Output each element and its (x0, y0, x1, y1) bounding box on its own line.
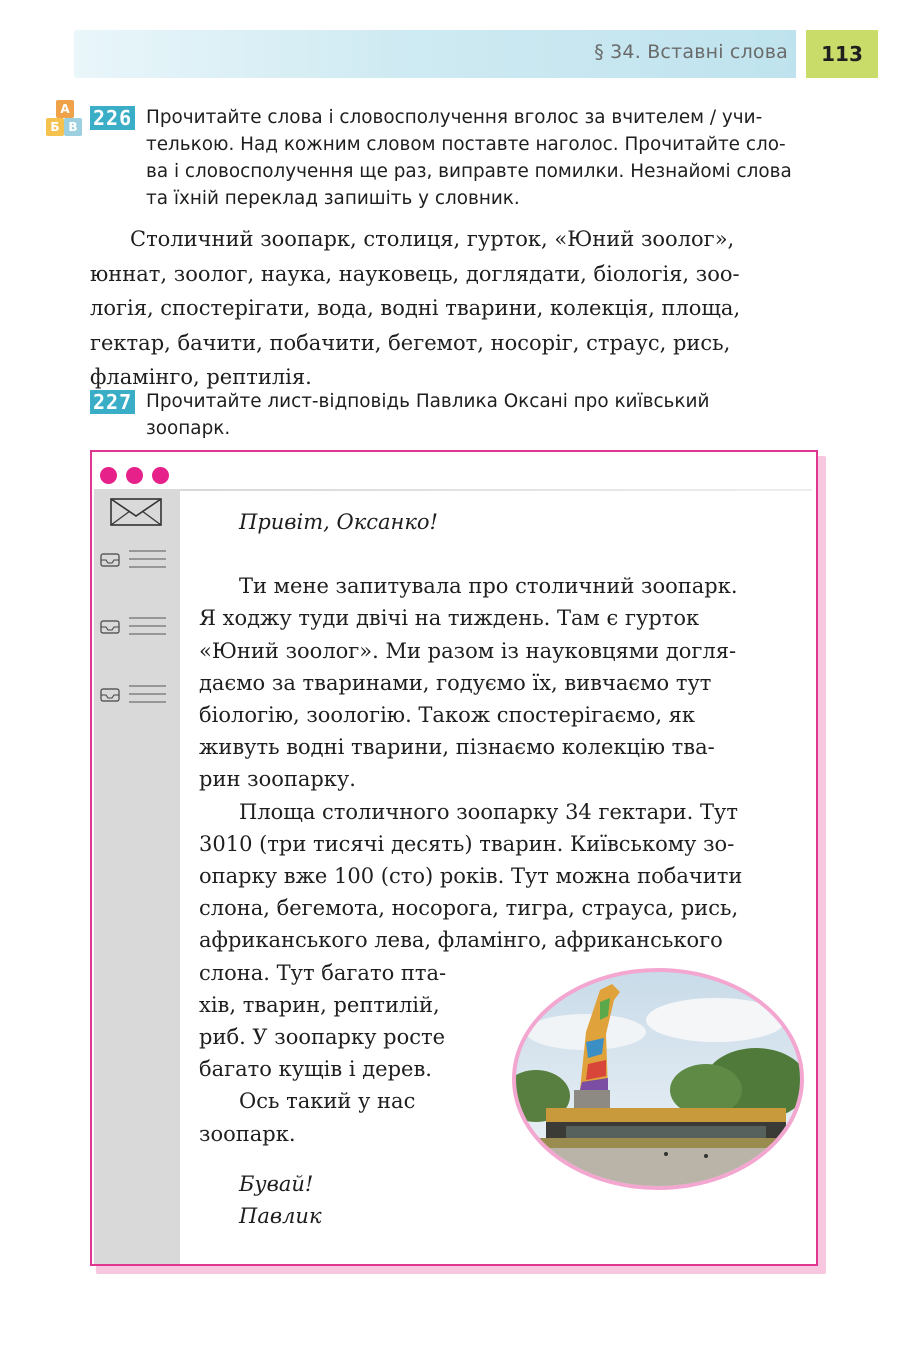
letter-paragraph-2-continued: слона. Тут багато пта- хів, тварин, рептилій, риб. У зоопарку росте багато кущів і дерев. (199, 960, 447, 1082)
page-number: 113 (806, 30, 878, 78)
window-dot-icon (152, 467, 169, 484)
zoo-photo (516, 972, 800, 1186)
abc-blocks-icon: A Б В (46, 100, 86, 140)
inbox-message-icon (100, 547, 170, 571)
zoo-photo-frame (512, 968, 804, 1190)
envelope-icon (110, 498, 162, 526)
mail-sidebar (94, 489, 180, 1264)
exercise-number-226: 226 (90, 106, 135, 130)
letter-paragraph-2: Площа столичного зоопарку 34 гектари. Тут 3010 (три тисячі десять) тварин. Київському зо- опарку вже 100 (сто) років. Тут можна побачити слона, бегемота, носорога, тигра, страуса, рись, африканського лева, фламінго, африканського (199, 799, 743, 953)
letter-closing: Бувай! (239, 1171, 314, 1196)
inbox-message-icon (100, 614, 170, 638)
exercise-227-task: Прочитайте лист-відповідь Павлика Оксані про київський зоопарк. (146, 391, 710, 439)
letter-paragraph-3: Ось такий у нас зоопарк. (199, 1089, 416, 1146)
section-title: § 34. Вставні слова (594, 41, 788, 63)
letter-greeting: Привіт, Оксанко! (239, 510, 438, 534)
window-dots (100, 467, 169, 484)
letter-signature: Павлик (239, 1204, 322, 1229)
window-dot-icon (100, 467, 117, 484)
letter-paragraph-1: Ти мене запитувала про столичний зоопарк. Я ходжу туди двічі на тиждень. Там є гурток «Юний зоолог». Ми разом із науковцями догля- даємо за тваринами, годуємо їх, вивчаємо тут біологію, зоологію. Також спостерігаємо, як живуть водні тварини, пізнаємо колекцію тва- рин зоопарку. (199, 574, 738, 792)
inbox-message-icon (100, 682, 170, 706)
exercise-226-task: Прочитайте слова і словосполучення вголос за вчителем / учи- телькою. Над кожним словом поставте наголос. Прочитайте сло- ва і словосполучення ще раз, виправте помилки. Незнайомі слова та їхній переклад запишіть у словник. (146, 107, 792, 209)
running-header (74, 30, 796, 78)
window-divider (180, 489, 812, 491)
word-list: Столичний зоопарк, столиця, гурток, «Юний зоолог», юннат, зоолог, наука, науковець, доглядати, біологія, зоо- логія, спостерігати, вода, водні тварини, колекція, площа, гектар, бачити, побачити, бегемот, носоріг, страус, рись, фламінго, рептилія. (90, 227, 741, 389)
exercise-number-227: 227 (90, 390, 135, 414)
window-dot-icon (126, 467, 143, 484)
